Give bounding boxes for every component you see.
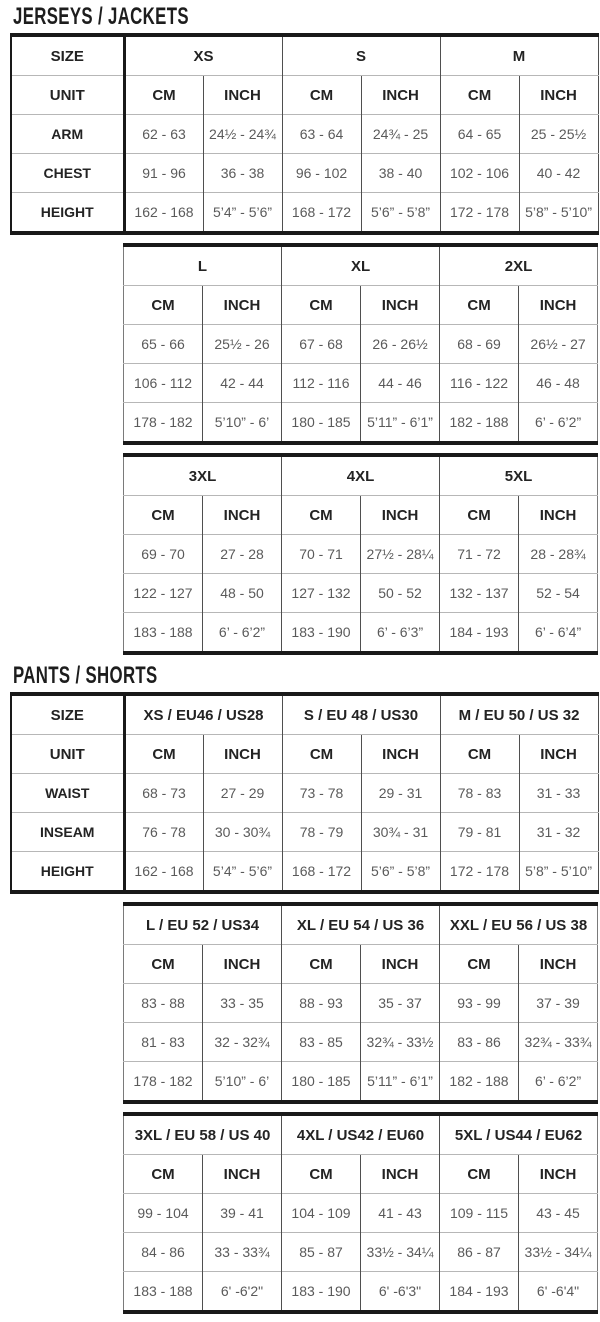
unit-header-cell: CM bbox=[440, 945, 519, 984]
measurement-value-cell: 32¾ - 33¾ bbox=[519, 1023, 598, 1062]
measurement-value-cell: 5’10” - 6’ bbox=[203, 1062, 282, 1103]
measurement-value-cell: 178 - 182 bbox=[124, 1062, 203, 1103]
unit-header-cell: INCH bbox=[519, 496, 598, 535]
measure-row-label: CHEST bbox=[11, 154, 124, 193]
measurement-value-cell: 183 - 188 bbox=[124, 613, 203, 654]
measure-row-label: INSEAM bbox=[11, 813, 124, 852]
measurement-value-cell: 31 - 32 bbox=[519, 813, 598, 852]
measurement-value-cell: 35 - 37 bbox=[361, 984, 440, 1023]
measurement-value-cell: 168 - 172 bbox=[282, 193, 361, 234]
measurement-value-cell: 106 - 112 bbox=[124, 364, 203, 403]
measurement-value-cell: 85 - 87 bbox=[282, 1233, 361, 1272]
table-row bbox=[124, 613, 598, 654]
table-row bbox=[11, 193, 598, 234]
measurement-value-cell: 33 - 33¾ bbox=[203, 1233, 282, 1272]
unit-header-cell: CM bbox=[124, 945, 203, 984]
jerseys-jackets-heading bbox=[13, 4, 600, 30]
measurement-value-cell: 62 - 63 bbox=[124, 115, 203, 154]
measure-row-label: HEIGHT bbox=[11, 852, 124, 893]
measurement-value-cell: 36 - 38 bbox=[203, 154, 282, 193]
measure-row-label: HEIGHT bbox=[11, 193, 124, 234]
measurement-value-cell: 43 - 45 bbox=[519, 1194, 598, 1233]
table-row bbox=[124, 574, 598, 613]
measurement-value-cell: 112 - 116 bbox=[282, 364, 361, 403]
measurement-value-cell: 104 - 109 bbox=[282, 1194, 361, 1233]
pants-table-3xl-4xl-5xl bbox=[123, 1112, 598, 1314]
size-header-cell: XL / EU 54 / US 36 bbox=[282, 904, 440, 945]
unit-header-cell: CM bbox=[440, 76, 519, 115]
measurement-value-cell: 91 - 96 bbox=[124, 154, 203, 193]
measurement-value-cell: 76 - 78 bbox=[124, 813, 203, 852]
measurement-value-cell: 30¾ - 31 bbox=[361, 813, 440, 852]
measurement-value-cell: 50 - 52 bbox=[361, 574, 440, 613]
measurement-value-cell: 180 - 185 bbox=[282, 1062, 361, 1103]
measurement-value-cell: 27 - 28 bbox=[203, 535, 282, 574]
measurement-value-cell: 78 - 83 bbox=[440, 774, 519, 813]
measurement-value-cell: 83 - 86 bbox=[440, 1023, 519, 1062]
measurement-value-cell: 109 - 115 bbox=[440, 1194, 519, 1233]
measurement-value-cell: 63 - 64 bbox=[282, 115, 361, 154]
measure-row-label: WAIST bbox=[11, 774, 124, 813]
measurement-value-cell: 96 - 102 bbox=[282, 154, 361, 193]
jerseys-table-3xl-4xl-5xl bbox=[123, 453, 598, 655]
unit-header-cell: CM bbox=[124, 735, 203, 774]
measurement-value-cell: 32¾ - 33½ bbox=[361, 1023, 440, 1062]
unit-header-cell: INCH bbox=[203, 735, 282, 774]
table-row bbox=[124, 984, 598, 1023]
measurement-value-cell: 44 - 46 bbox=[361, 364, 440, 403]
measurement-value-cell: 178 - 182 bbox=[124, 403, 203, 444]
pants-shorts-heading bbox=[13, 663, 600, 689]
measurement-value-cell: 127 - 132 bbox=[282, 574, 361, 613]
measurement-value-cell: 183 - 190 bbox=[282, 1272, 361, 1313]
measurement-value-cell: 5’4” - 5’6” bbox=[203, 193, 282, 234]
measurement-value-cell: 70 - 71 bbox=[282, 535, 361, 574]
measurement-value-cell: 162 - 168 bbox=[124, 852, 203, 893]
measurement-value-cell: 68 - 69 bbox=[440, 325, 519, 364]
unit-header-cell: INCH bbox=[519, 286, 598, 325]
size-header-cell: XS / EU46 / US28 bbox=[124, 694, 282, 735]
unit-header-cell: INCH bbox=[203, 496, 282, 535]
size-header-cell: 4XL / US42 / EU60 bbox=[282, 1114, 440, 1155]
table-row bbox=[11, 852, 598, 893]
table-row bbox=[124, 455, 598, 496]
table-row bbox=[11, 76, 598, 115]
measurement-value-cell: 84 - 86 bbox=[124, 1233, 203, 1272]
measurement-value-cell: 79 - 81 bbox=[440, 813, 519, 852]
table-row bbox=[124, 904, 598, 945]
measurement-value-cell: 33 - 35 bbox=[203, 984, 282, 1023]
table-row bbox=[124, 1062, 598, 1103]
size-header-cell: 2XL bbox=[440, 245, 598, 286]
table-row bbox=[124, 1155, 598, 1194]
measurement-value-cell: 184 - 193 bbox=[440, 1272, 519, 1313]
measurement-value-cell: 42 - 44 bbox=[203, 364, 282, 403]
jerseys-table-xs-s-m bbox=[10, 33, 599, 235]
measurement-value-cell: 5’6” - 5’8” bbox=[361, 852, 440, 893]
measurement-value-cell: 69 - 70 bbox=[124, 535, 203, 574]
measurement-value-cell: 183 - 188 bbox=[124, 1272, 203, 1313]
measurement-value-cell: 39 - 41 bbox=[203, 1194, 282, 1233]
measurement-value-cell: 5’11” - 6’1” bbox=[361, 1062, 440, 1103]
measurement-value-cell: 93 - 99 bbox=[440, 984, 519, 1023]
unit-header-cell: CM bbox=[440, 496, 519, 535]
measurement-value-cell: 26½ - 27 bbox=[519, 325, 598, 364]
unit-header-cell: CM bbox=[124, 1155, 203, 1194]
measurement-value-cell: 68 - 73 bbox=[124, 774, 203, 813]
pants-shorts-heading-text: PANTS / SHORTS bbox=[13, 662, 158, 689]
measurement-value-cell: 5’6” - 5’8” bbox=[361, 193, 440, 234]
measurement-value-cell: 182 - 188 bbox=[440, 403, 519, 444]
measurement-value-cell: 28 - 28¾ bbox=[519, 535, 598, 574]
table-row bbox=[124, 945, 598, 984]
table-row bbox=[124, 403, 598, 444]
measurement-value-cell: 81 - 83 bbox=[124, 1023, 203, 1062]
unit-header-cell: CM bbox=[282, 286, 361, 325]
table-row bbox=[124, 1272, 598, 1313]
table-row bbox=[124, 325, 598, 364]
measurement-value-cell: 64 - 65 bbox=[440, 115, 519, 154]
measurement-value-cell: 183 - 190 bbox=[282, 613, 361, 654]
unit-label-cell: UNIT bbox=[11, 735, 124, 774]
unit-header-cell: INCH bbox=[519, 945, 598, 984]
table-row bbox=[11, 154, 598, 193]
measurement-value-cell: 27½ - 28¼ bbox=[361, 535, 440, 574]
measurement-value-cell: 5’4” - 5’6” bbox=[203, 852, 282, 893]
measurement-value-cell: 6’ - 6’4” bbox=[519, 613, 598, 654]
measurement-value-cell: 182 - 188 bbox=[440, 1062, 519, 1103]
size-header-cell: 3XL bbox=[188, 467, 217, 485]
measurement-value-cell: 6’ - 6’2” bbox=[203, 613, 282, 654]
unit-header-cell: CM bbox=[440, 1155, 519, 1194]
table-row bbox=[11, 735, 598, 774]
measurement-value-cell: 6’ - 6’2” bbox=[519, 1062, 598, 1103]
size-label-cell: SIZE bbox=[11, 694, 124, 735]
unit-header-cell: INCH bbox=[203, 286, 282, 325]
measurement-value-cell: 33½ - 34¼ bbox=[519, 1233, 598, 1272]
measurement-value-cell: 65 - 66 bbox=[124, 325, 203, 364]
measurement-value-cell: 86 - 87 bbox=[440, 1233, 519, 1272]
pants-table-xs-s-m bbox=[10, 692, 599, 894]
jerseys-jackets-heading-text: JERSEYS / JACKETS bbox=[13, 3, 189, 30]
unit-header-cell: CM bbox=[440, 735, 519, 774]
measurement-value-cell: 71 - 72 bbox=[440, 535, 519, 574]
measurement-value-cell: 83 - 85 bbox=[282, 1023, 361, 1062]
measurement-value-cell: 26 - 26½ bbox=[361, 325, 440, 364]
unit-header-cell: INCH bbox=[361, 286, 440, 325]
unit-header-cell: CM bbox=[124, 496, 203, 535]
measurement-value-cell: 172 - 178 bbox=[440, 852, 519, 893]
unit-header-cell: CM bbox=[282, 1155, 361, 1194]
measurement-value-cell: 6' -6'2" bbox=[203, 1272, 282, 1313]
table-row bbox=[11, 774, 598, 813]
jerseys-table-l-xl-2xl bbox=[123, 243, 598, 445]
unit-header-cell: CM bbox=[282, 945, 361, 984]
size-header-cell: M bbox=[440, 35, 598, 76]
table-row bbox=[11, 813, 598, 852]
unit-header-cell: INCH bbox=[361, 735, 440, 774]
table-row bbox=[124, 535, 598, 574]
unit-header-cell: INCH bbox=[361, 496, 440, 535]
unit-header-cell: INCH bbox=[361, 76, 440, 115]
measurement-value-cell: 25½ - 26 bbox=[203, 325, 282, 364]
unit-label-cell: UNIT bbox=[11, 76, 124, 115]
measurement-value-cell: 67 - 68 bbox=[282, 325, 361, 364]
measurement-value-cell: 38 - 40 bbox=[361, 154, 440, 193]
table-row bbox=[124, 1023, 598, 1062]
table-row bbox=[124, 1233, 598, 1272]
measure-row-label: ARM bbox=[11, 115, 124, 154]
measurement-value-cell: 37 - 39 bbox=[519, 984, 598, 1023]
measurement-value-cell: 122 - 127 bbox=[124, 574, 203, 613]
measurement-value-cell: 5’11” - 6’1” bbox=[361, 403, 440, 444]
unit-header-cell: INCH bbox=[361, 945, 440, 984]
size-header-cell: S / EU 48 / US30 bbox=[282, 694, 440, 735]
table-row bbox=[124, 1114, 598, 1155]
unit-header-cell: INCH bbox=[519, 735, 598, 774]
table-row bbox=[124, 286, 598, 325]
unit-header-cell: CM bbox=[440, 286, 519, 325]
measurement-value-cell: 116 - 122 bbox=[440, 364, 519, 403]
measurement-value-cell: 46 - 48 bbox=[519, 364, 598, 403]
table-row bbox=[11, 35, 598, 76]
table-row bbox=[124, 496, 598, 535]
pants-table-l-xl-xxl bbox=[123, 902, 598, 1104]
measurement-value-cell: 27 - 29 bbox=[203, 774, 282, 813]
measurement-value-cell: 29 - 31 bbox=[361, 774, 440, 813]
table-row bbox=[124, 364, 598, 403]
unit-header-cell: INCH bbox=[203, 76, 282, 115]
size-header-cell: L / EU 52 / US34 bbox=[145, 916, 260, 934]
size-header-cell: XS bbox=[124, 35, 282, 76]
unit-header-cell: CM bbox=[282, 735, 361, 774]
measurement-value-cell: 33½ - 34¼ bbox=[361, 1233, 440, 1272]
measurement-value-cell: 5’8” - 5’10” bbox=[519, 852, 598, 893]
measurement-value-cell: 40 - 42 bbox=[519, 154, 598, 193]
unit-header-cell: CM bbox=[124, 286, 203, 325]
size-header-cell: S bbox=[282, 35, 440, 76]
unit-header-cell: INCH bbox=[519, 76, 598, 115]
measurement-value-cell: 6’ - 6’3” bbox=[361, 613, 440, 654]
size-header-cell: 4XL bbox=[282, 455, 440, 496]
measurement-value-cell: 180 - 185 bbox=[282, 403, 361, 444]
measurement-value-cell: 24¾ - 25 bbox=[361, 115, 440, 154]
measurement-value-cell: 184 - 193 bbox=[440, 613, 519, 654]
size-header-cell: L bbox=[197, 257, 208, 275]
unit-header-cell: INCH bbox=[203, 1155, 282, 1194]
size-header-cell: XXL / EU 56 / US 38 bbox=[440, 904, 598, 945]
table-row bbox=[11, 115, 598, 154]
size-header-cell: 3XL / EU 58 / US 40 bbox=[134, 1126, 271, 1144]
unit-header-cell: INCH bbox=[361, 1155, 440, 1194]
table-row bbox=[11, 694, 598, 735]
measurement-value-cell: 48 - 50 bbox=[203, 574, 282, 613]
measurement-value-cell: 41 - 43 bbox=[361, 1194, 440, 1233]
size-header-cell: 5XL bbox=[440, 455, 598, 496]
measurement-value-cell: 132 - 137 bbox=[440, 574, 519, 613]
measurement-value-cell: 25 - 25½ bbox=[519, 115, 598, 154]
size-label-cell: SIZE bbox=[11, 35, 124, 76]
unit-header-cell: INCH bbox=[203, 945, 282, 984]
measurement-value-cell: 168 - 172 bbox=[282, 852, 361, 893]
measurement-value-cell: 6’ - 6’2” bbox=[519, 403, 598, 444]
measurement-value-cell: 52 - 54 bbox=[519, 574, 598, 613]
unit-header-cell: CM bbox=[282, 496, 361, 535]
measurement-value-cell: 5’8” - 5’10” bbox=[519, 193, 598, 234]
unit-header-cell: INCH bbox=[519, 1155, 598, 1194]
table-row bbox=[124, 245, 598, 286]
measurement-value-cell: 24½ - 24¾ bbox=[203, 115, 282, 154]
measurement-value-cell: 78 - 79 bbox=[282, 813, 361, 852]
measurement-value-cell: 5’10” - 6’ bbox=[203, 403, 282, 444]
measurement-value-cell: 99 - 104 bbox=[124, 1194, 203, 1233]
table-row bbox=[124, 1194, 598, 1233]
unit-header-cell: CM bbox=[282, 76, 361, 115]
measurement-value-cell: 162 - 168 bbox=[124, 193, 203, 234]
size-header-cell: XL bbox=[282, 245, 440, 286]
size-header-cell: 5XL / US44 / EU62 bbox=[440, 1114, 598, 1155]
measurement-value-cell: 102 - 106 bbox=[440, 154, 519, 193]
measurement-value-cell: 32 - 32¾ bbox=[203, 1023, 282, 1062]
measurement-value-cell: 172 - 178 bbox=[440, 193, 519, 234]
unit-header-cell: CM bbox=[124, 76, 203, 115]
measurement-value-cell: 73 - 78 bbox=[282, 774, 361, 813]
size-header-cell: M / EU 50 / US 32 bbox=[440, 694, 598, 735]
measurement-value-cell: 6' -6'3" bbox=[361, 1272, 440, 1313]
measurement-value-cell: 30 - 30¾ bbox=[203, 813, 282, 852]
measurement-value-cell: 88 - 93 bbox=[282, 984, 361, 1023]
measurement-value-cell: 83 - 88 bbox=[124, 984, 203, 1023]
measurement-value-cell: 31 - 33 bbox=[519, 774, 598, 813]
measurement-value-cell: 6' -6'4" bbox=[519, 1272, 598, 1313]
